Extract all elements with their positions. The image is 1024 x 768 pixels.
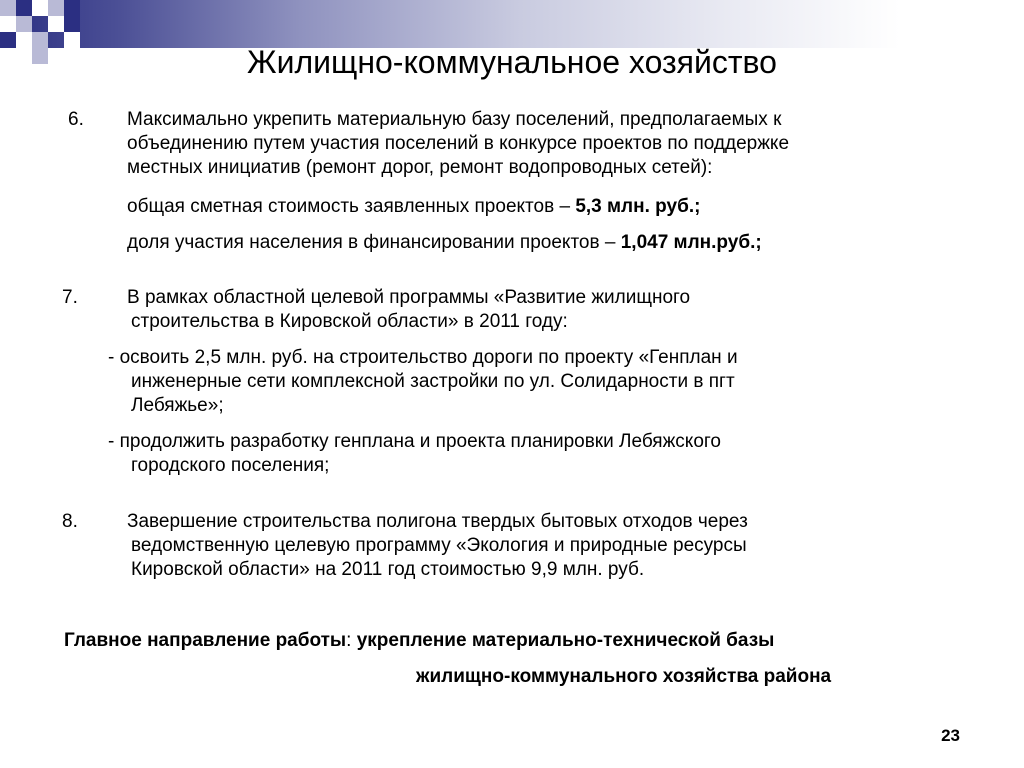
item-6-line: Максимально укрепить материальную базу поселений, предполагаемых к — [127, 109, 782, 130]
page-number: 23 — [941, 726, 960, 745]
decor-square — [48, 0, 64, 16]
item-7-number: 7. — [62, 287, 78, 308]
decor-square — [0, 0, 16, 16]
item-7-bullet-2-line: городского поселения; — [131, 455, 330, 476]
slide-title: Жилищно-коммунальное хозяйство — [247, 44, 777, 80]
item-7-bullet-2-line: - продолжить разработку генплана и проекта планировки Лебяжского — [108, 431, 721, 452]
project-cost-label: общая сметная стоимость заявленных проектов – — [127, 196, 576, 217]
item-7-line: строительства в Кировской области» в 2011 году: — [131, 311, 568, 332]
main-direction-line — [64, 629, 774, 653]
decor-square — [16, 0, 32, 16]
item-7-bullet-1-line: - освоить 2,5 млн. руб. на строительство дороги по проекту «Генплан и — [108, 347, 738, 368]
item-6-number: 6. — [68, 109, 84, 130]
decor-square — [0, 16, 16, 32]
decor-square — [32, 0, 48, 16]
main-direction-text: укрепление материально-технической базы — [356, 630, 775, 651]
decor-square — [16, 16, 32, 32]
item-6-line: объединению путем участия поселений в конкурсе проектов по поддержке — [127, 133, 790, 154]
item-7-line: В рамках областной целевой программы «Развитие жилищного — [127, 287, 691, 308]
item-7-bullet-1-line: инженерные сети комплексной застройки по ул. Солидарности в пгт — [131, 371, 735, 392]
item-8-line: Кировской области» на 2011 год стоимостью 9,9 млн. руб. — [131, 559, 645, 580]
population-share-label: доля участия населения в финансировании проектов – — [127, 232, 621, 253]
header-gradient-band — [0, 0, 1024, 48]
item-6-line: местных инициатив (ремонт дорог, ремонт водопроводных сетей): — [127, 157, 713, 178]
item-8-line: Завершение строительства полигона твердых бытовых отходов через — [127, 511, 748, 532]
item-7-bullet-1-line: Лебяжье»; — [131, 395, 224, 416]
main-direction-text-2: жилищно-коммунального хозяйства района — [416, 666, 832, 687]
item-8-number: 8. — [62, 511, 78, 532]
main-direction-colon: : — [346, 630, 357, 651]
decor-square — [48, 16, 64, 32]
project-cost-line — [127, 195, 700, 219]
population-share-value: 1,047 млн.руб.; — [620, 232, 762, 253]
project-cost-value: 5,3 млн. руб.; — [575, 196, 701, 217]
decor-square — [64, 0, 80, 16]
main-direction-label: Главное направление работы — [64, 630, 347, 651]
decor-square — [64, 16, 80, 32]
item-8-line: ведомственную целевую программу «Экология и природные ресурсы — [131, 535, 747, 556]
population-share-line — [127, 231, 762, 255]
